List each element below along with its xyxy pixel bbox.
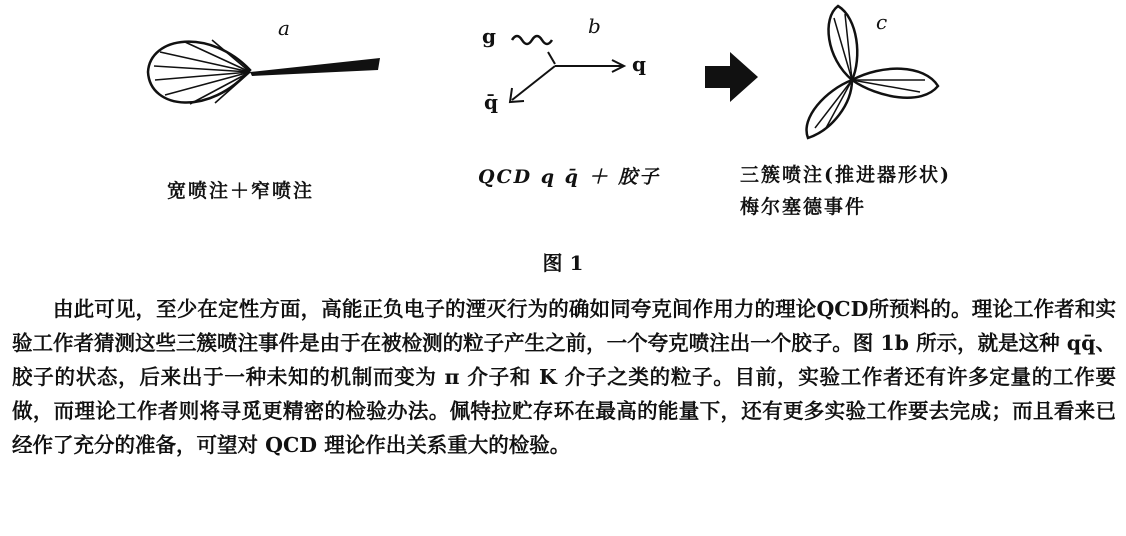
panel-b-caption: QCD q q̄ ＋ 胶子: [478, 166, 661, 188]
gluon-label: g: [482, 24, 496, 48]
panel-c-diagram: [807, 6, 938, 138]
panel-c-caption-line2: 梅尔塞德事件: [740, 196, 867, 218]
arrow-icon: [705, 52, 758, 102]
body-paragraph: 由此可见，至少在定性方面，高能正负电子的湮灭行为的确如同夸克间作用力的理论QCD所预料的。理论工作者和实验工作者猜测这些三簇喷注事件是由于在被检测的粒子产生之前，一个夸克喷注出一个胶子。图 1b 所示，就是这种 qq̄、胶子的状态，后来出于一种未知的机制而变为 π 介子和 K 介子之类的粒子。目前，实验工作者还有许多定量的工作要做，而理论工作者则将寻觅更精密的检验办法。佩特拉贮存环在最高的能量下，还有更多实验工作要去完成；而且看来已经作了充分的准备，可望对 QCD 理论作出关系重大的检验。: [12, 297, 1116, 457]
antiquark-label: q̄: [484, 90, 498, 114]
panel-a-diagram: [148, 40, 380, 104]
panel-c-label: c: [876, 10, 888, 34]
panel-a-label: a: [278, 16, 290, 40]
panel-b-label: b: [588, 14, 601, 38]
panel-a-caption: 宽喷注＋窄喷注: [167, 180, 315, 202]
panel-c-caption-line1: 三簇喷注(推进器形状): [740, 164, 951, 186]
panel-b-diagram: [510, 36, 624, 102]
quark-label: q: [632, 52, 646, 76]
figure-title: 图 1: [542, 251, 584, 275]
